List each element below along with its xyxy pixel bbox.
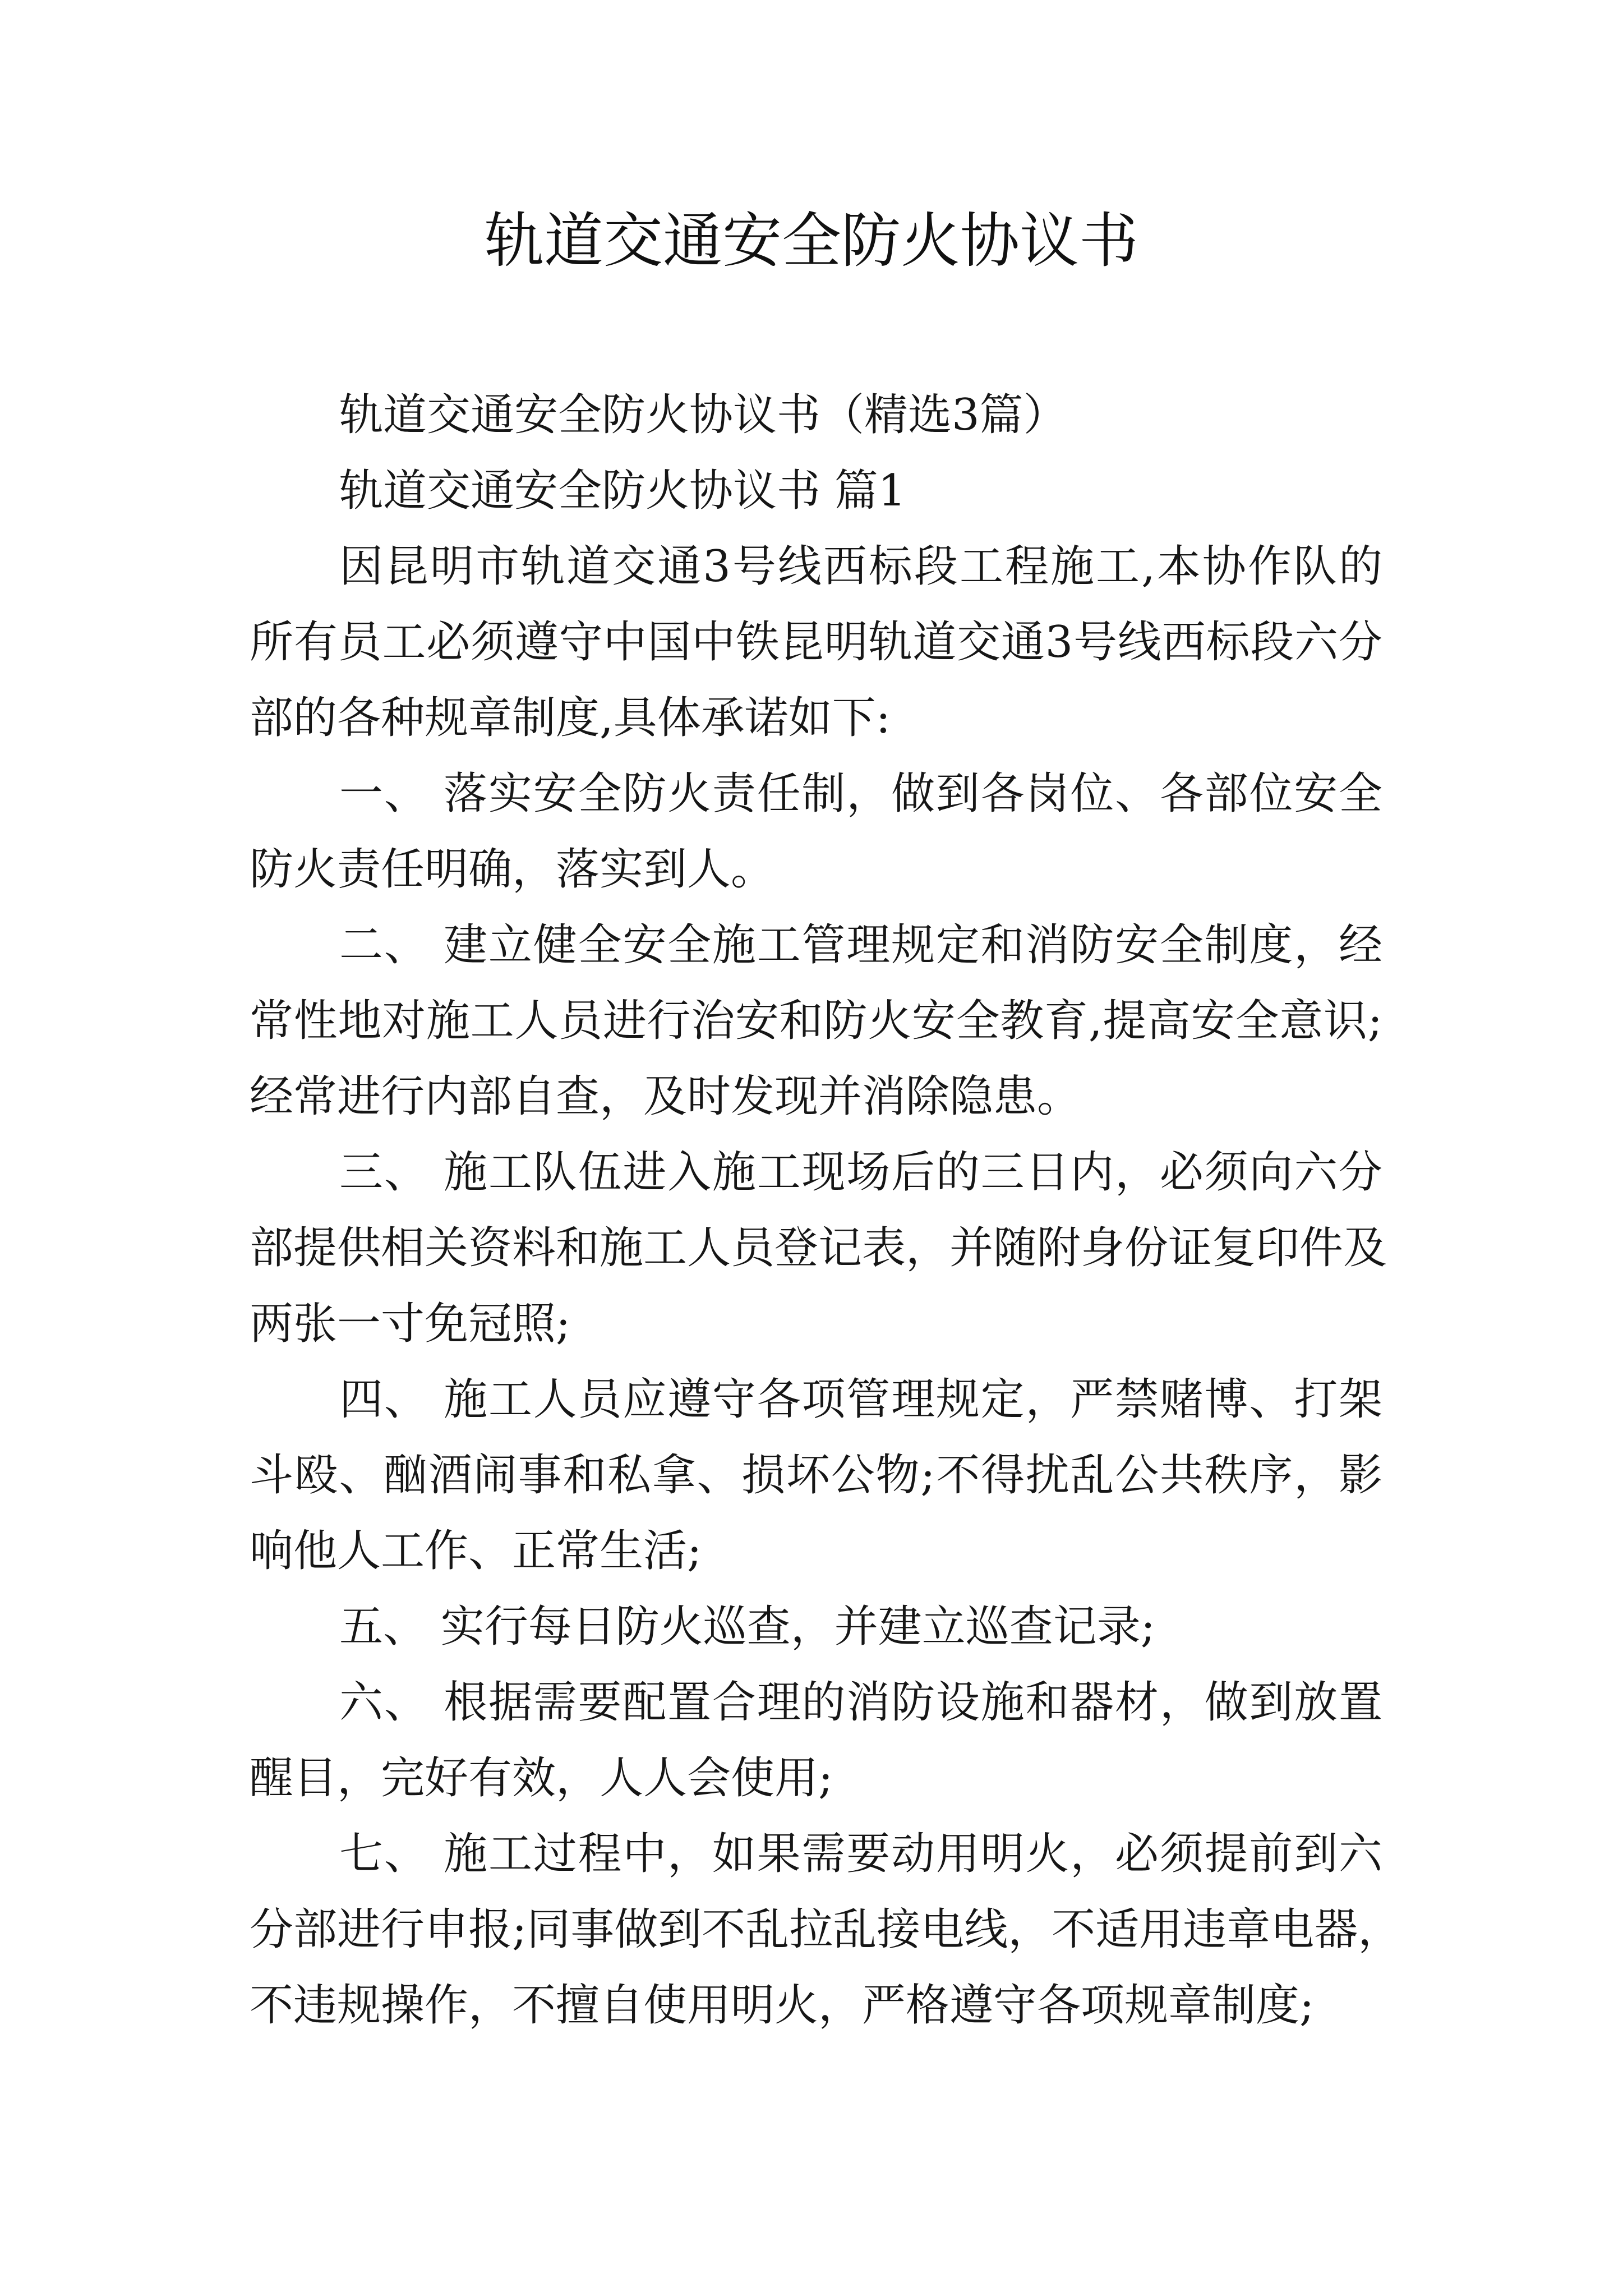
clause-1-line: 防火责任明确，落实到人。 [250, 844, 775, 895]
intro-line: 所有员工必须遵守中国中铁昆明轨道交通3号线西标段六分 [250, 617, 1382, 668]
article-heading: 轨道交通安全防火协议书 篇1 [339, 466, 906, 516]
clause-2-line: 二、 建立健全安全施工管理规定和消防安全制度，经 [339, 920, 1382, 970]
clause-2-line: 常性地对施工人员进行治安和防火安全教育,提高安全意识; [250, 996, 1382, 1046]
clause-7-line: 分部进行申报;同事做到不乱拉乱接电线，不适用违章电器， [250, 1904, 1402, 1955]
clause-4-line: 响他人工作、正常生活; [250, 1526, 702, 1576]
document-title: 轨道交通安全防火协议书 [485, 206, 1138, 275]
clause-4-line: 四、 施工人员应遵守各项管理规定，严禁赌博、打架 [339, 1374, 1382, 1425]
clause-5-line: 五、 实行每日防火巡查，并建立巡查记录; [339, 1602, 1156, 1652]
clause-6-line: 醒目，完好有效，人人会使用; [250, 1753, 833, 1803]
clause-3-line: 两张一寸免冠照; [250, 1299, 571, 1349]
clause-6-line: 六、 根据需要配置合理的消防设施和器材，做到放置 [339, 1677, 1382, 1728]
clause-1-line: 一、 落实安全防火责任制，做到各岗位、各部位安全 [339, 769, 1382, 819]
clause-3-line: 三、 施工队伍进入施工现场后的三日内，必须向六分 [339, 1147, 1382, 1198]
clause-3-line: 部提供相关资料和施工人员登记表，并随附身份证复印件及 [250, 1223, 1387, 1273]
clause-7-line: 七、 施工过程中，如果需要动用明火，必须提前到六 [339, 1829, 1382, 1879]
collection-heading: 轨道交通安全防火协议书（精选3篇） [339, 390, 1067, 440]
clause-2-line: 经常进行内部自查，及时发现并消除隐患。 [250, 1071, 1081, 1122]
intro-line: 因昆明市轨道交通3号线西标段工程施工,本协作队的 [339, 541, 1382, 592]
clause-7-line: 不违规操作，不擅自使用明火，严格遵守各项规章制度; [250, 1980, 1315, 2031]
intro-line: 部的各种规章制度,具体承诺如下: [250, 693, 891, 743]
clause-4-line: 斗殴、酗酒闹事和私拿、损坏公物;不得扰乱公共秩序，影 [250, 1450, 1382, 1501]
